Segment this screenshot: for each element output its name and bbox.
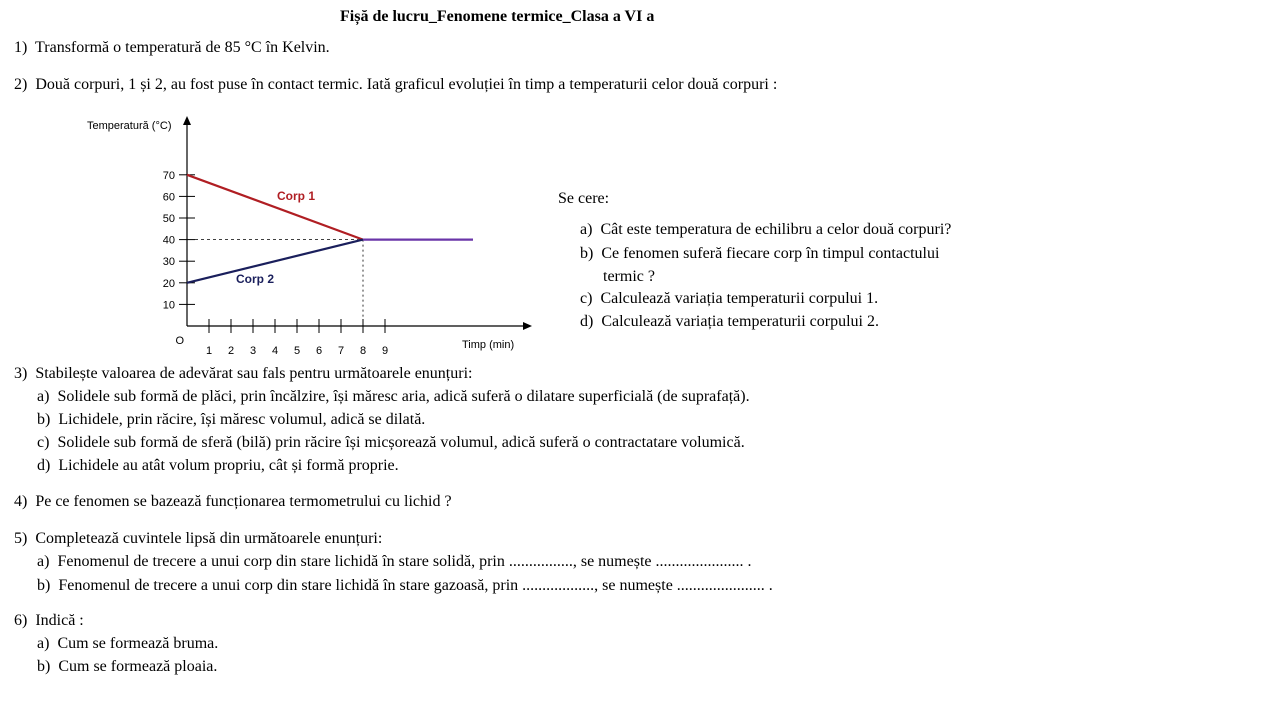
- q2-item-b: [580, 244, 939, 264]
- item-text: Fenomenul de trecere a unui corp din stare lichidă în stare solidă, prin ................, se numește ...................... .: [57, 553, 752, 570]
- y-tick-label: 50: [162, 213, 175, 225]
- x-tick-label: 6: [315, 345, 323, 357]
- item-text: Ce fenomen suferă fiecare corp în timpul contactului: [601, 245, 940, 262]
- q5-item-a: [37, 552, 752, 572]
- q2-item-c: [580, 289, 878, 309]
- series-label-corp-1: Corp 1: [277, 189, 316, 203]
- question-number: 2): [14, 76, 28, 93]
- item-text: Cât este temperatura de echilibru a celor două corpuri?: [600, 221, 952, 238]
- question-number: 6): [14, 612, 28, 629]
- question-text: Transformă o temperatură de 85 °C în Kelvin.: [35, 39, 330, 56]
- origin-label: O: [175, 335, 184, 347]
- question-text: Pe ce fenomen se bazează funcționarea termometrului cu lichid ?: [35, 493, 452, 510]
- x-tick-label: 1: [205, 345, 213, 357]
- question-text: Completează cuvintele lipsă din următoarele enunțuri:: [35, 530, 383, 547]
- y-axis-label: Temperatură (°C): [87, 120, 172, 132]
- y-tick-label: 40: [162, 234, 175, 247]
- item-label: a): [37, 635, 50, 652]
- question-number: 3): [14, 365, 28, 382]
- item-text: Cum se formează bruma.: [57, 635, 219, 652]
- item-label: a): [37, 553, 50, 570]
- item-label: c): [580, 290, 593, 307]
- question-text: Două corpuri, 1 și 2, au fost puse în contact termic. Iată graficul evoluției în timp a temperaturii celor două corpuri :: [35, 76, 778, 93]
- q2-item-a: [580, 220, 951, 240]
- item-text: Lichidele, prin răcire, își măresc volumul, adică se dilată.: [58, 411, 426, 428]
- item-text: Solidele sub formă de sferă (bilă) prin răcire își micșorează volumul, adică suferă o contractatare volumică.: [57, 434, 745, 451]
- question-5: [14, 529, 382, 549]
- y-tick-label: 70: [162, 169, 175, 182]
- item-text: Fenomenul de trecere a unui corp din stare lichidă în stare gazoasă, prin .................., se numește ...................... .: [58, 577, 773, 594]
- item-text: Solidele sub formă de plăci, prin încălzire, își măresc aria, adică suferă o dilatare superficială (de suprafață).: [57, 388, 750, 405]
- question-4: [14, 492, 452, 512]
- series-line-corp-2: [187, 240, 363, 283]
- y-tick-label: 20: [162, 277, 175, 290]
- question-number: 4): [14, 493, 28, 510]
- item-text: Calculează variația temperaturii corpului 2.: [601, 313, 879, 330]
- q3-item-b: [37, 410, 425, 430]
- page-title: Fișă de lucru_Fenomene termice_Clasa a VI a: [340, 8, 655, 25]
- item-label: b): [37, 658, 51, 675]
- y-axis-arrow: [183, 116, 191, 125]
- x-tick-label: 2: [227, 345, 235, 357]
- se-cere-label: Se cere:: [558, 190, 610, 207]
- q3-item-a: [37, 387, 750, 407]
- q2-item-b-continued: termic ?: [603, 268, 655, 285]
- y-tick-label: 10: [162, 299, 175, 312]
- item-label: d): [37, 457, 51, 474]
- item-label: a): [37, 388, 50, 405]
- item-label: b): [580, 245, 594, 262]
- question-number: 5): [14, 530, 28, 547]
- x-tick-label: 9: [381, 345, 389, 357]
- q3-item-d: [37, 456, 399, 476]
- q6-item-a: [37, 634, 218, 654]
- q5-item-b: [37, 576, 773, 596]
- series-line-corp-1: [187, 175, 363, 240]
- q2-item-d: [580, 312, 879, 332]
- question-6: [14, 611, 84, 631]
- y-tick-label: 60: [162, 191, 175, 204]
- question-number: 1): [14, 39, 28, 56]
- x-tick-label: 5: [293, 345, 301, 357]
- item-label: d): [580, 313, 594, 330]
- x-axis-label: Timp (min): [462, 339, 515, 351]
- item-text: Cum se formează ploaia.: [58, 658, 218, 675]
- x-tick-label: 8: [359, 345, 367, 357]
- item-label: b): [37, 411, 51, 428]
- question-3: [14, 364, 472, 384]
- x-tick-label: 4: [271, 345, 279, 357]
- question-text: Indică :: [35, 612, 84, 629]
- item-label: c): [37, 434, 50, 451]
- y-tick-label: 30: [162, 256, 175, 269]
- item-label: a): [580, 221, 593, 238]
- x-tick-label: 7: [337, 345, 345, 357]
- q3-item-c: [37, 433, 745, 453]
- series-label-corp-2: Corp 2: [236, 272, 275, 286]
- item-text: Lichidele au atât volum propriu, cât și formă proprie.: [58, 457, 399, 474]
- item-text: Calculează variația temperaturii corpului 1.: [600, 290, 879, 307]
- q6-item-b: [37, 657, 217, 677]
- x-axis-arrow: [523, 322, 532, 330]
- question-text: Stabilește valoarea de adevărat sau fals pentru următoarele enunțuri:: [35, 365, 473, 382]
- item-label: b): [37, 577, 51, 594]
- x-tick-label: 3: [249, 345, 257, 357]
